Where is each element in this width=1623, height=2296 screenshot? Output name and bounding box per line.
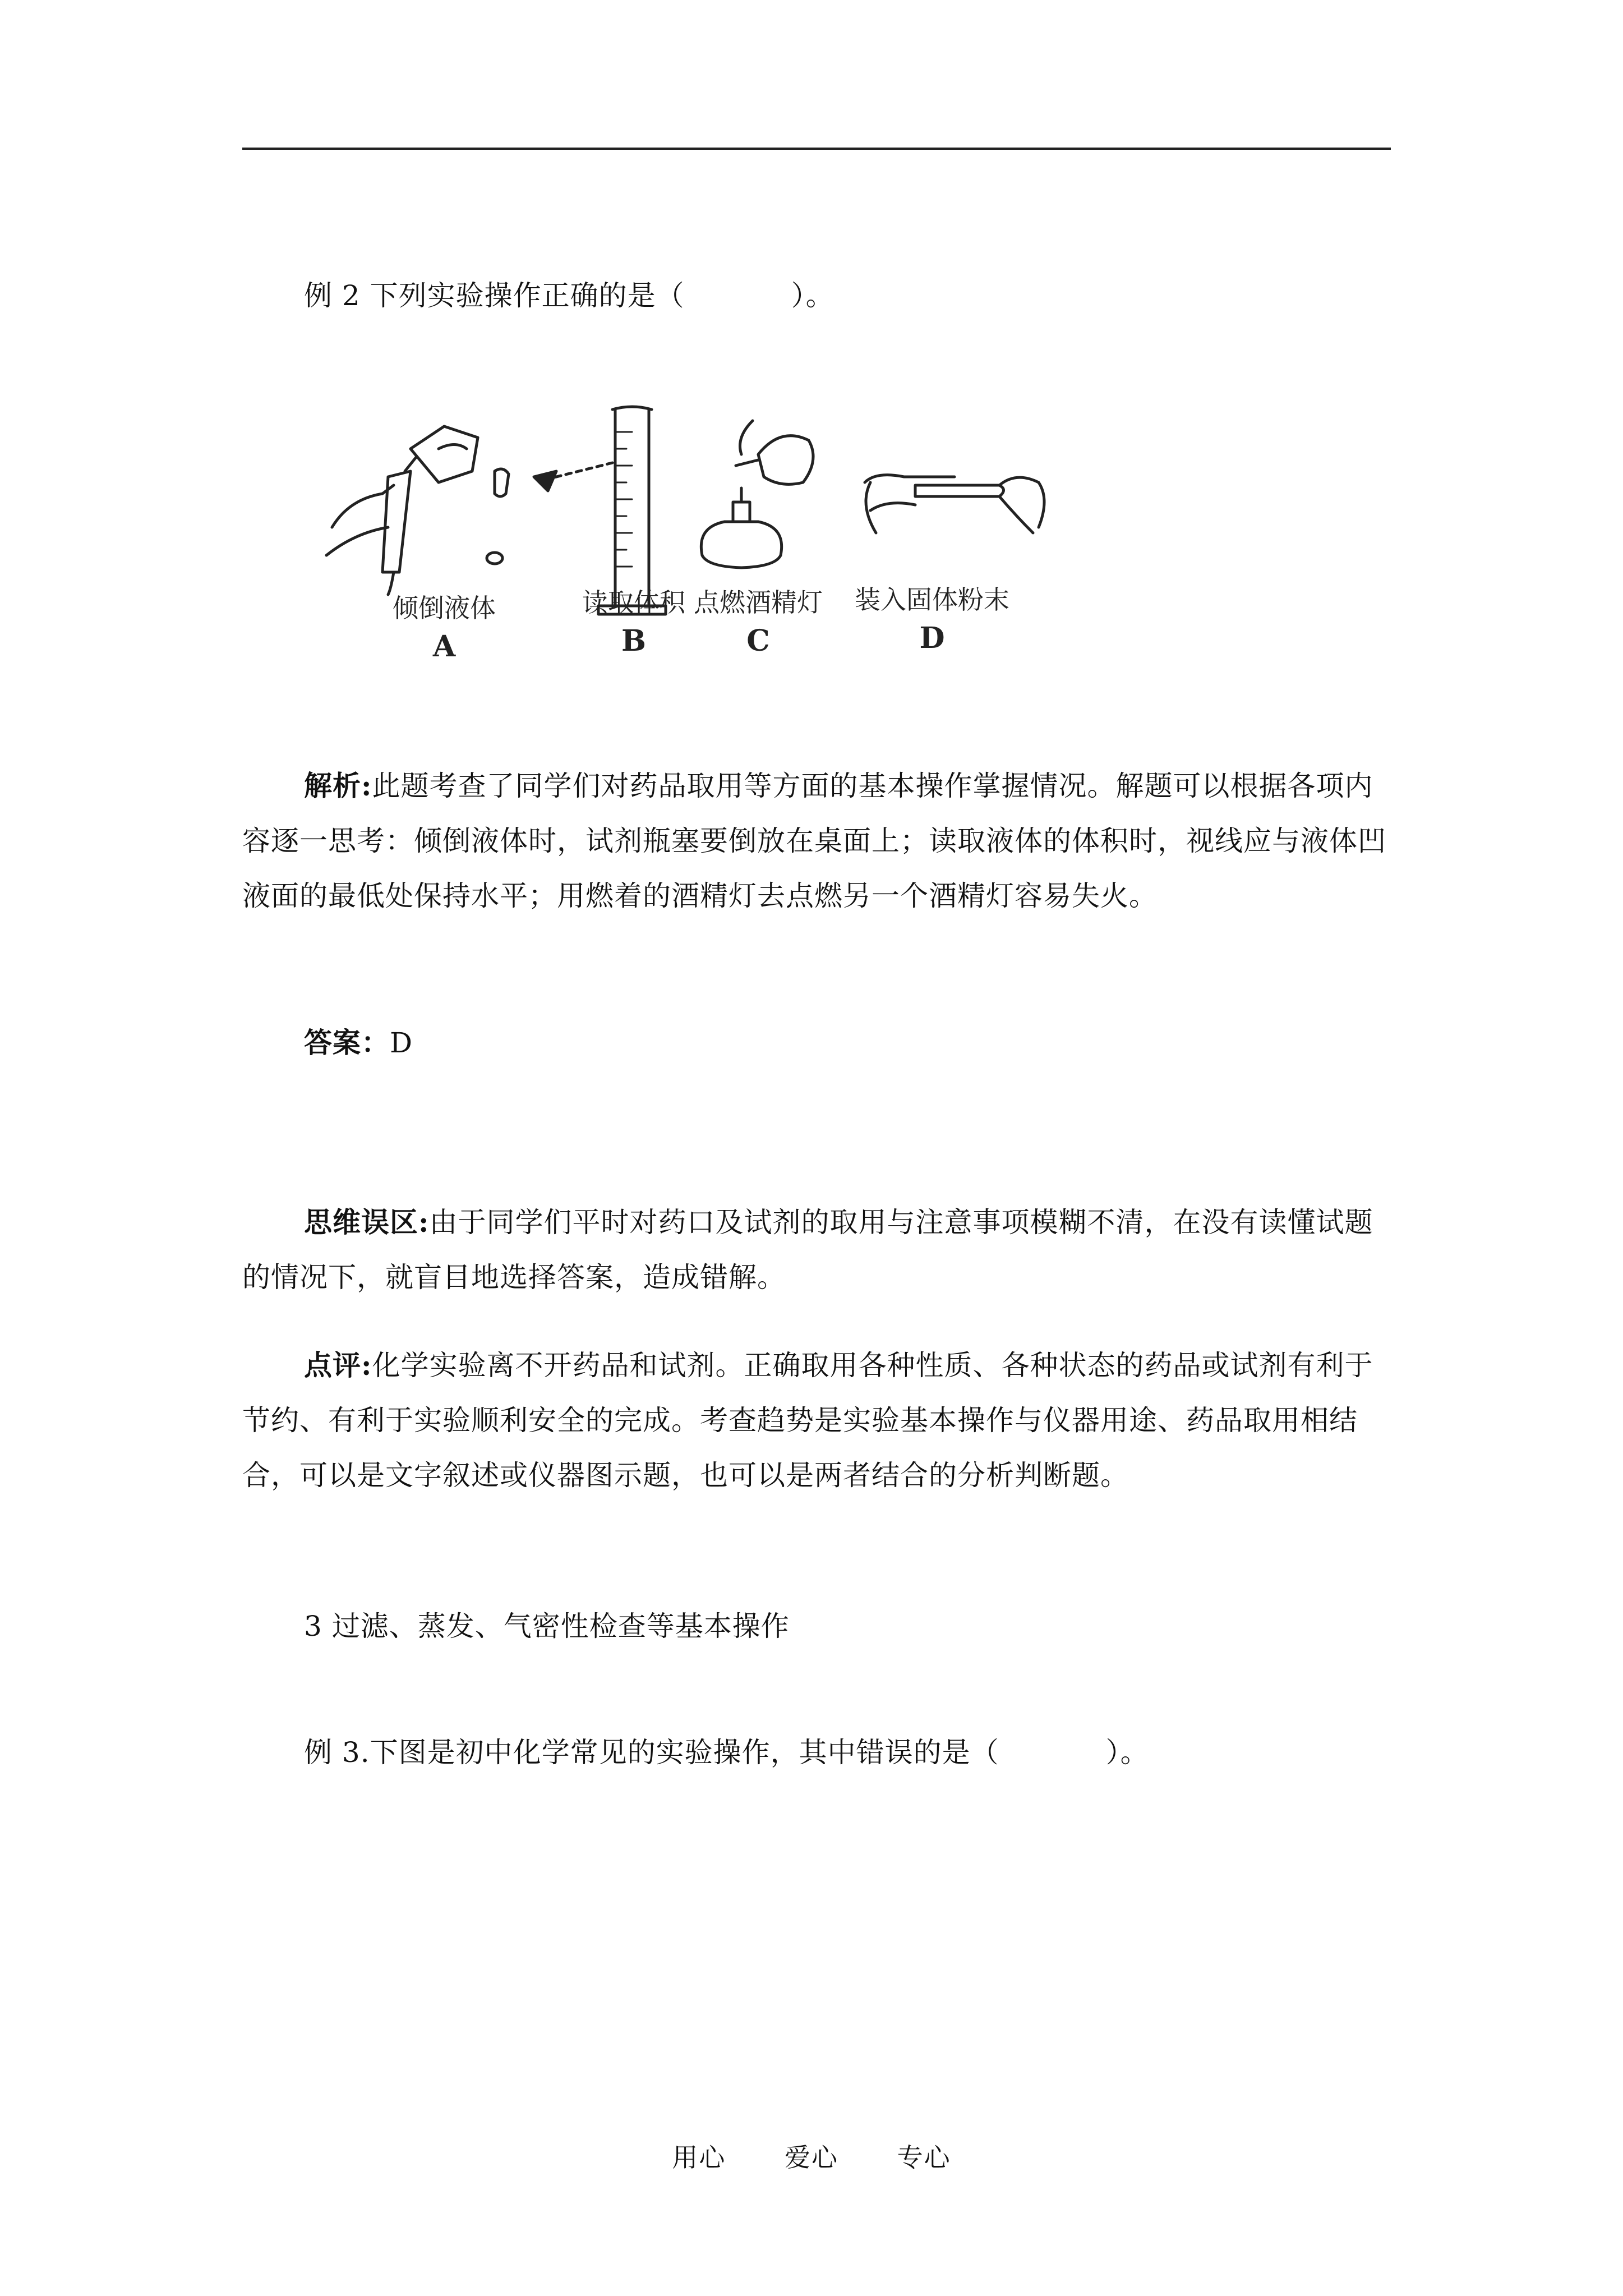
analysis-heading: 解析: bbox=[304, 769, 372, 802]
footer-item: 爱心 bbox=[785, 2142, 838, 2173]
answer-text: D bbox=[390, 1027, 413, 1059]
figure-labels bbox=[393, 585, 1009, 664]
example3-question-text: 下图是初中化学常见的实验操作，其中错误的是（ bbox=[370, 1736, 999, 1769]
lab-operations-figure bbox=[310, 387, 1089, 687]
misconception-heading: 思维误区: bbox=[304, 1205, 430, 1239]
example2-label: 例 2 bbox=[304, 279, 361, 312]
page-footer bbox=[0, 2137, 1623, 2174]
pouring-liquid-illustration bbox=[326, 426, 509, 595]
example2-question bbox=[242, 268, 1391, 323]
analysis-paragraph bbox=[242, 758, 1391, 923]
powder-loading-illustration bbox=[865, 475, 1044, 533]
comment-text: 化学实验离不开药品和试剂。正确取用各种性质、各种状态的药品或试剂有利于节约、有利于实验顺利安全的完成。考查趋势是实验基本操作与仪器用途、药品取用相结合，可以是文字叙述或仪器图示题，也可以是两者结合的分析判断题。 bbox=[242, 1349, 1373, 1492]
example2-question-text: 下列实验操作正确的是（ bbox=[370, 279, 685, 312]
example2-question-end: ）。 bbox=[791, 279, 834, 312]
figure-letter-b: B bbox=[621, 624, 646, 658]
figure-letter-d: D bbox=[919, 621, 945, 655]
answer-paragraph bbox=[242, 1015, 1391, 1070]
example3-question-end: ）。 bbox=[1105, 1736, 1149, 1769]
measuring-cylinder-illustration bbox=[598, 407, 666, 614]
figure-label-d: 装入固体粉末 bbox=[855, 585, 1009, 615]
alcohol-lamp-illustration bbox=[701, 421, 813, 568]
figure-label-b: 读取体积 bbox=[582, 587, 685, 618]
footer-item: 专心 bbox=[897, 2142, 951, 2173]
figure-letter-a: A bbox=[432, 629, 456, 664]
comment-paragraph bbox=[242, 1338, 1391, 1503]
example3-question bbox=[242, 1725, 1391, 1780]
eye-icon bbox=[534, 471, 556, 491]
figure-label-c: 点燃酒精灯 bbox=[694, 587, 823, 618]
misconception-text: 由于同学们平时对药口及试剂的取用与注意事项模糊不清，在没有读懂试题的情况下，就盲目地选择答案，造成错解。 bbox=[242, 1206, 1373, 1294]
analysis-text: 此题考查了同学们对药品取用等方面的基本操作掌握情况。解题可以根据各项内容逐一思考：倾倒液体时，试剂瓶塞要倒放在桌面上；读取液体的体积时，视线应与液体凹液面的最低处保持水平；用燃着的酒精灯去点燃另一个酒精灯容易失火。 bbox=[242, 770, 1386, 912]
section3-title: 3 过滤、蒸发、气密性检查等基本操作 bbox=[304, 1610, 790, 1642]
header-rule bbox=[242, 148, 1391, 150]
answer-heading: 答案： bbox=[304, 1026, 390, 1059]
figure-label-a: 倾倒液体 bbox=[393, 593, 496, 623]
footer-item: 用心 bbox=[672, 2142, 726, 2173]
comment-heading: 点评: bbox=[304, 1349, 372, 1382]
misconception-paragraph bbox=[242, 1195, 1391, 1305]
figure-letter-c: C bbox=[746, 624, 770, 658]
example3-label: 例 3. bbox=[304, 1736, 370, 1769]
